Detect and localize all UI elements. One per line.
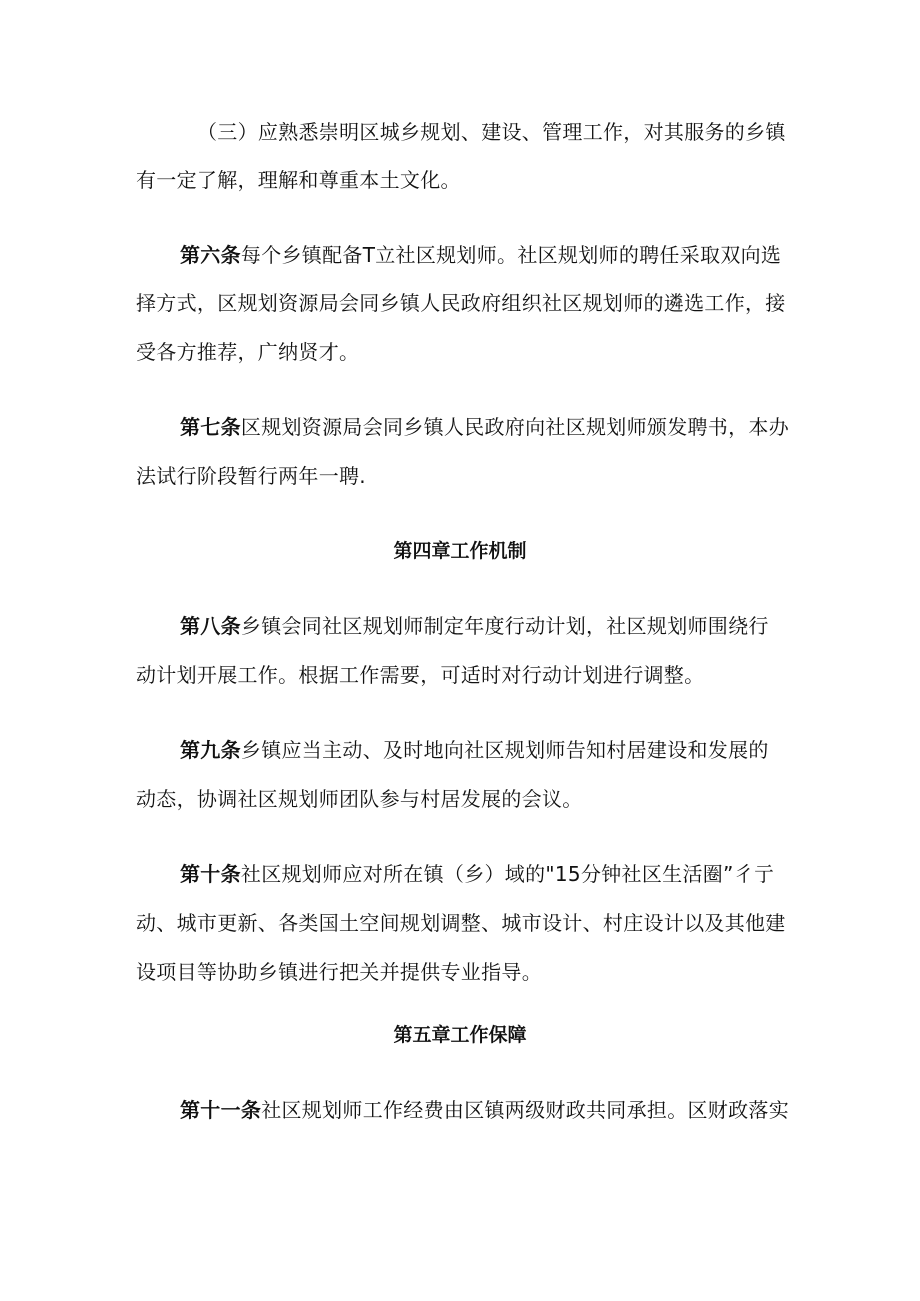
article-7-line-2: 法试行阶段暂行两年一聘. bbox=[136, 464, 366, 488]
article-10-label: 第十条 bbox=[180, 862, 241, 886]
article-11-label: 第十一条 bbox=[180, 1098, 262, 1122]
article-6-line-3: 受各方推荐，广纳贤才。 bbox=[136, 340, 360, 364]
article-9-text-1: 乡镇应当主动、及时地向社区规划师告知村居建设和发展的 bbox=[240, 738, 769, 762]
chapter-5-heading: 第五章工作保障 bbox=[393, 1024, 527, 1046]
article-8-text-1: 乡镇会同社区规划师制定年度行动计划，社区规划师围绕行 bbox=[240, 614, 769, 638]
article-7-text-1: 区规划资源局会同乡镇人民政府向社区规划师颁发聘书，本办 bbox=[240, 415, 790, 439]
chapter-4-heading: 第四章工作机制 bbox=[393, 540, 527, 562]
article-6-label: 第六条 bbox=[180, 243, 241, 267]
article-10-line-2: 动、城市更新、各类国土空间规划调整、城市设计、村庄设计以及其他建 bbox=[136, 911, 786, 935]
article-9-line-1 bbox=[180, 736, 790, 764]
article-6-text-1: 每个乡镇配备T立社区规划师。社区规划师的聘任采取双向选 bbox=[240, 243, 782, 267]
clause-3-line-2: 有一定了解，理解和尊重本土文化。 bbox=[136, 168, 461, 192]
article-8-line-1 bbox=[180, 612, 790, 640]
article-8-label: 第八条 bbox=[180, 614, 241, 638]
article-9-label: 第九条 bbox=[180, 738, 241, 762]
article-8-line-2: 动计划开展工作。根据工作需要，可适时对行动计划进行调整。 bbox=[136, 663, 705, 687]
article-7-line-1 bbox=[180, 413, 790, 441]
article-6-line-1 bbox=[180, 241, 790, 269]
article-9-line-2: 动态，协调社区规划师团队参与村居发展的会议。 bbox=[136, 787, 583, 811]
article-11-line-1 bbox=[180, 1096, 790, 1124]
article-10-text-1: 社区规划师应对所在镇（乡）域的"15分钟社区生活圈”彳亍 bbox=[240, 862, 775, 886]
article-10-line-1 bbox=[180, 860, 790, 888]
clause-3-line-1: （三）应熟悉崇明区城乡规划、建设、管理工作，对其服务的乡镇 bbox=[197, 120, 786, 144]
article-6-line-2: 择方式，区规划资源局会同乡镇人民政府组织社区规划师的遴选工作，接 bbox=[136, 291, 786, 315]
article-7-label: 第七条 bbox=[180, 415, 241, 439]
article-11-text-1: 社区规划师工作经费由区镇两级财政共同承担。区财政落实 bbox=[261, 1098, 790, 1122]
article-10-line-3: 设项目等协助乡镇进行把关并提供专业指导。 bbox=[136, 960, 542, 984]
